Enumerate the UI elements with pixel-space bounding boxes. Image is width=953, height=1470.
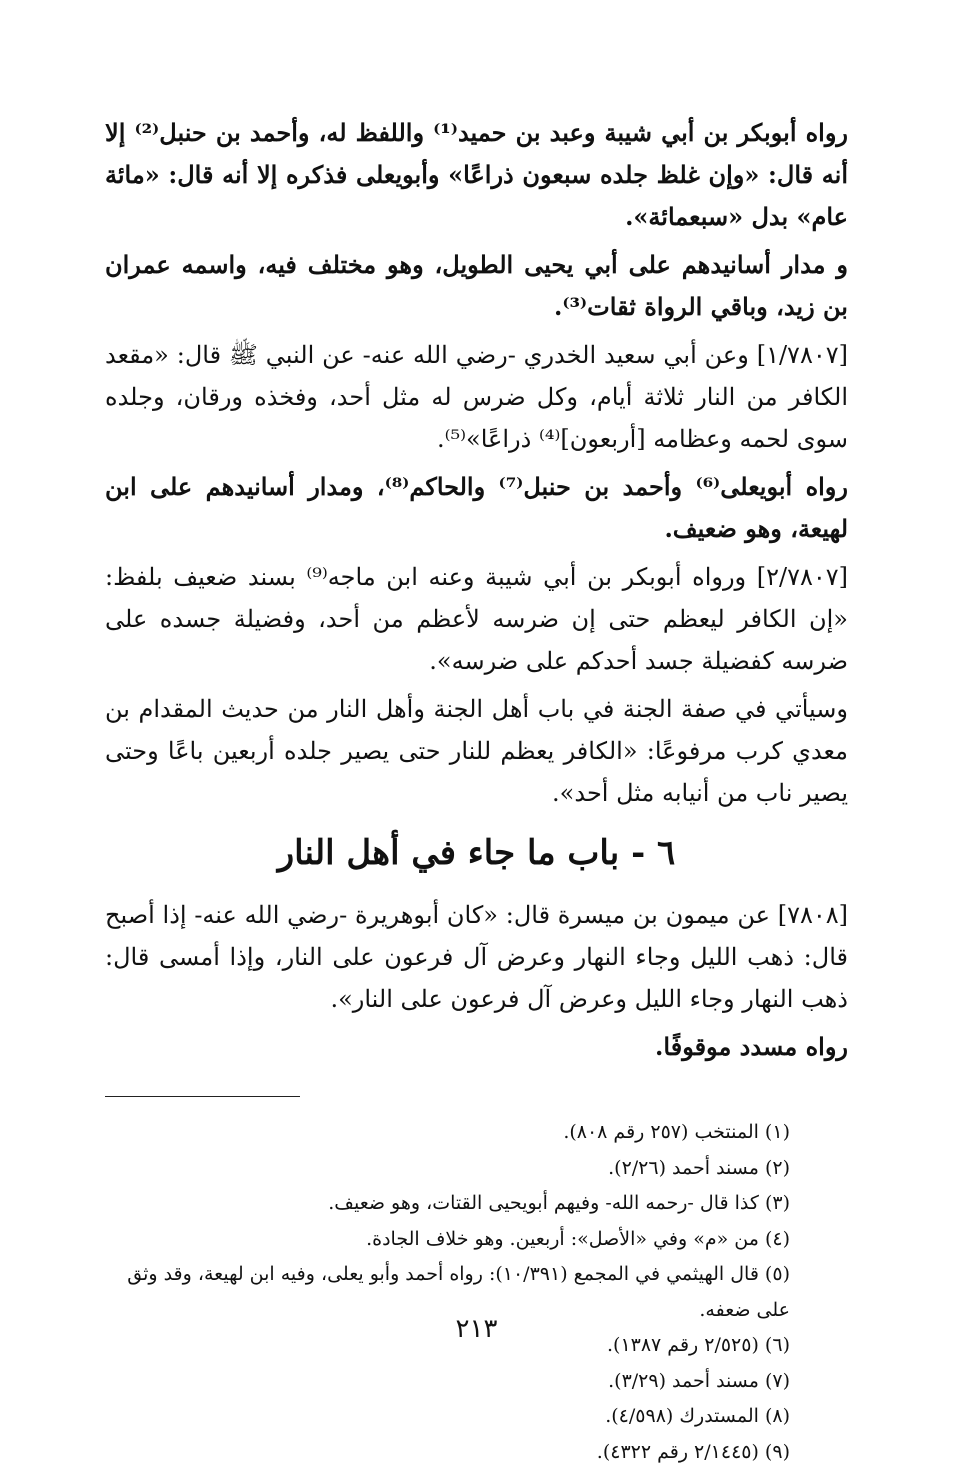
footnote-9: (٩) (٢/١٤٤٥ رقم ٤٣٢٢). <box>105 1435 790 1470</box>
footnote-6: (٦) (٢/٥٢٥ رقم ١٣٨٧). <box>105 1328 790 1364</box>
footnotes-list <box>105 1115 848 1470</box>
cross-reference-paragraph: وسيأتي في صفة الجنة في باب أهل الجنة وأهل النار من حديث المقدام بن معدي كرب مرفوعًا: «الكافر يعظم للنار حتى يصير جلده أربعين باعًا وحتى يصير ناب من أنيابه مثل أحد». <box>105 688 848 814</box>
footnote-separator-wrap <box>105 1074 848 1115</box>
hadith-7807-2: [٢/٧٨٠٧] ورواه أبوبكر بن أبي شيبة وعنه ابن ماجه⁽⁹⁾ بسند ضعيف بلفظ: «إن الكافر ليعظم حتى إن ضرسه لأعظم من أحد، وفضيلة جسده على ضرسه كفضيلة جسد أحدكم على ضرسه». <box>105 556 848 682</box>
footnote-5: (٥) قال الهيثمي في المجمع (١٠/٣٩١): رواه أحمد وأبو يعلى، وفيه ابن لهيعة، وقد وثق على ضعفه. <box>105 1257 790 1328</box>
narration-note-3: رواه أبويعلى⁽⁶⁾ وأحمد بن حنبل⁽⁷⁾ والحاكم⁽⁸⁾، ومدار أسانيدهم على ابن لهيعة، وهو ضعيف. <box>105 466 848 550</box>
chapter-title: ٦ - باب ما جاء في أهل النار <box>105 828 848 878</box>
footnote-1: (١) المنتخب (٢٥٧ رقم ٨٠٨). <box>105 1115 790 1151</box>
footnote-7: (٧) مسند أحمد (٣/٢٩). <box>105 1364 790 1400</box>
footnote-4: (٤) من «م» وفي «الأصل»: أربعين. وهو خلاف الجادة. <box>105 1222 790 1258</box>
narration-note-4: رواه مسدد موقوفًا. <box>105 1026 848 1068</box>
footnote-3: (٣) كذا قال -رحمه الله- وفيهم أبويحيى القتات، وهو ضعيف. <box>105 1186 790 1222</box>
hadith-7807-1: [١/٧٨٠٧] وعن أبي سعيد الخدري -رضي الله عنه- عن النبي ﷺ قال: «مقعد الكافر من النار ثلاثة أيام، وكل ضرس له مثل أحد، وفخذه ورقان، وجلده سوى لحمه وعظامه [أربعون]⁽⁴⁾ ذراعًا»⁽⁵⁾. <box>105 334 848 460</box>
hadith-7808: [٧٨٠٨] عن ميمون بن ميسرة قال: «كان أبوهريرة -رضي الله عنه- إذا أصبح قال: ذهب الليل وجاء النهار وعرض آل فرعون على النار، وإذا أمسى قال: ذهب النهار وجاء الليل وعرض آل فرعون على النار». <box>105 894 848 1020</box>
narration-note-2: و مدار أسانيدهم على أبي يحيى الطويل، وهو مختلف فيه، واسمه عمران بن زيد، وباقي الرواة ثقات⁽³⁾. <box>105 244 848 328</box>
footnote-separator <box>105 1096 300 1097</box>
footnote-2: (٢) مسند أحمد (٢/٢٦). <box>105 1151 790 1187</box>
narration-note-1: رواه أبوبكر بن أبي شيبة وعبد بن حميد⁽¹⁾ واللفظ له، وأحمد بن حنبل⁽²⁾ إلا أنه قال: «وإن غلظ جلده سبعون ذراعًا» وأبويعلى فذكره إلا أنه قال: «مائة عام» بدل «سبعمائة». <box>105 112 848 238</box>
footnote-8: (٨) المستدرك (٤/٥٩٨). <box>105 1399 790 1435</box>
page-number: ٢١٣ <box>0 1314 953 1344</box>
